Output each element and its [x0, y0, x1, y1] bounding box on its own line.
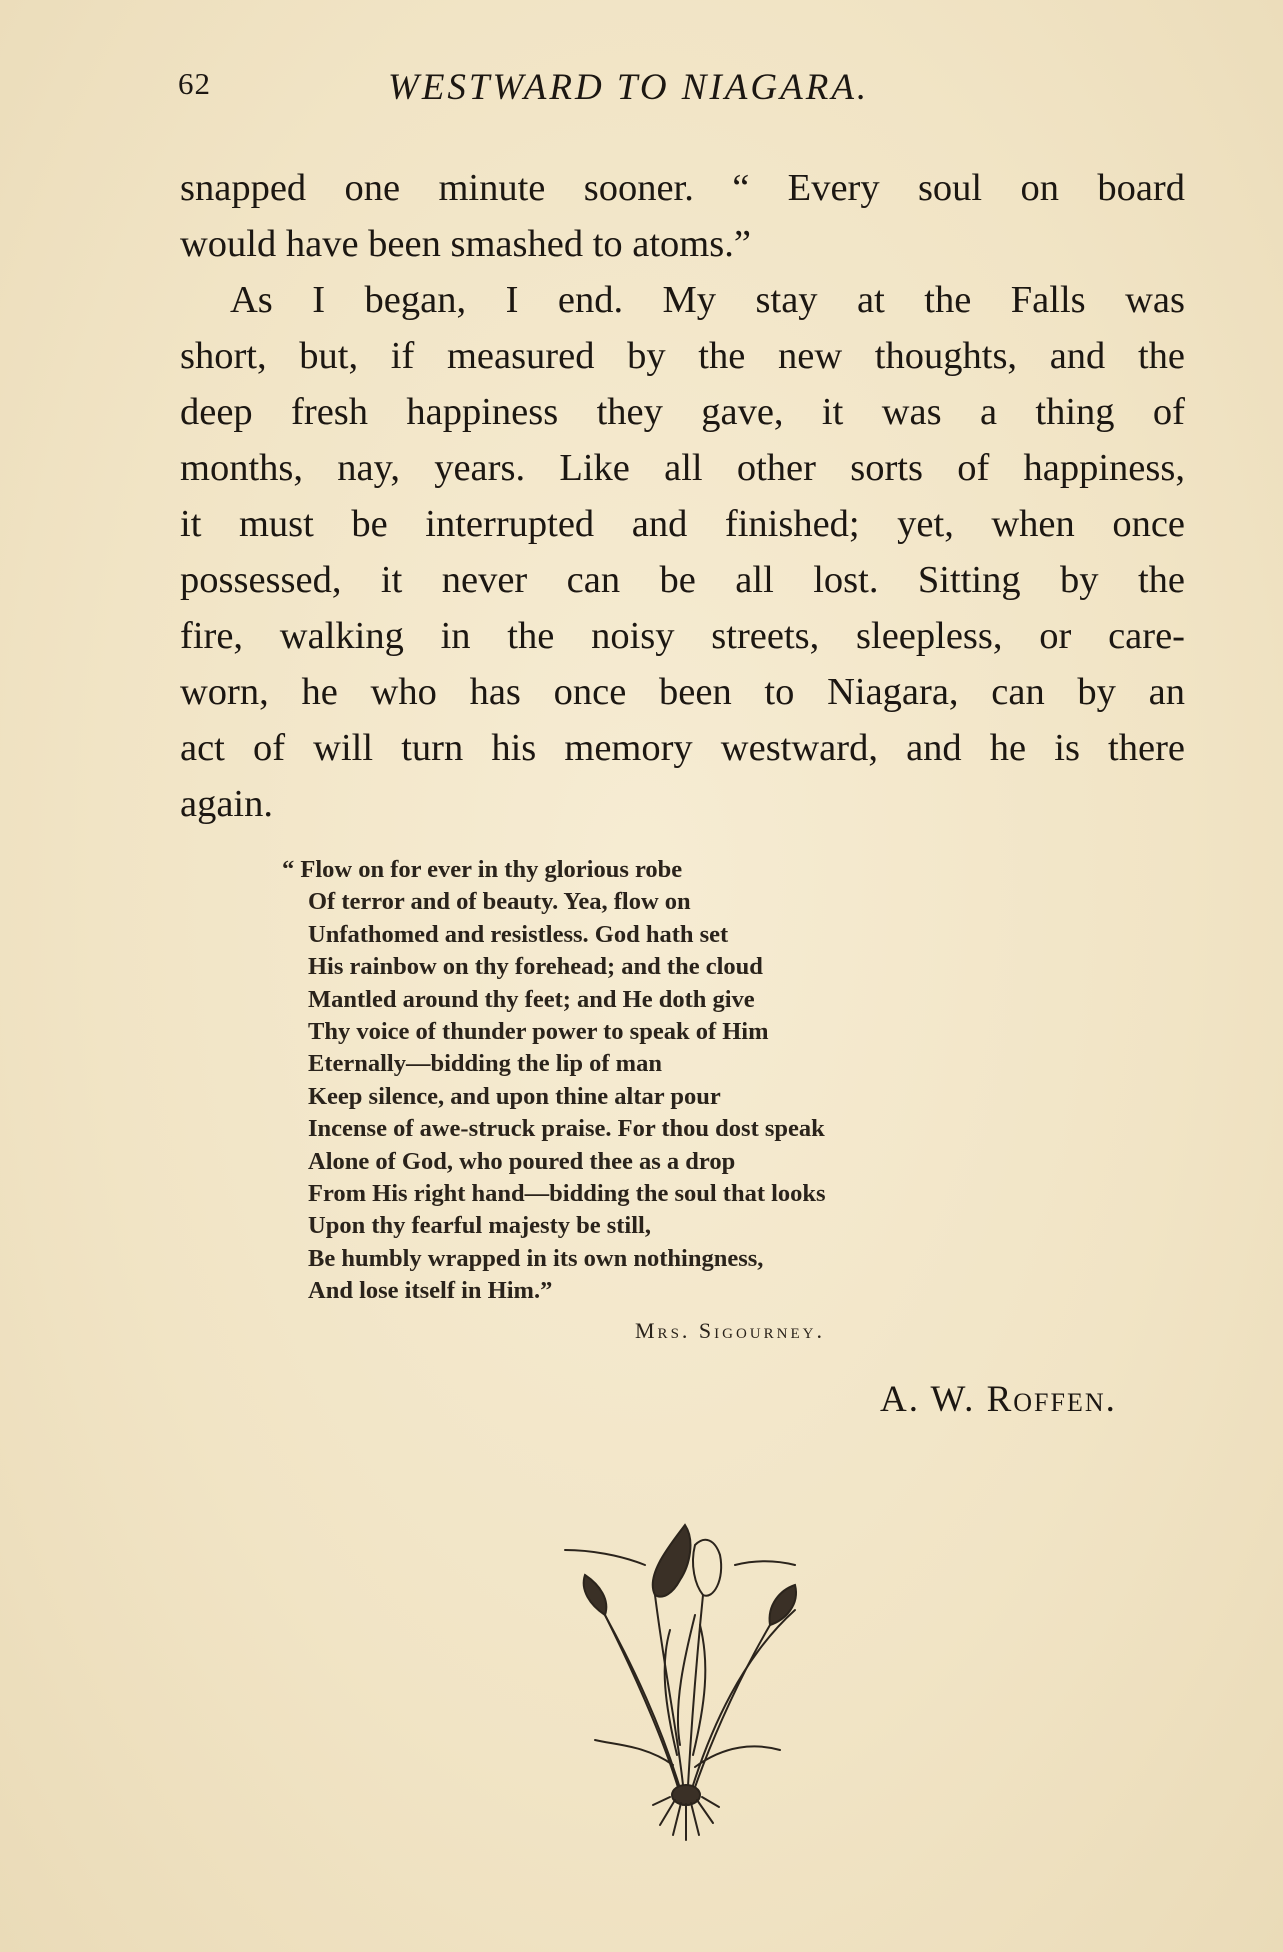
body-line: deep fresh happiness they gave, it was a thing of — [180, 391, 1185, 433]
page-number: 62 — [178, 66, 211, 101]
poem-line: Eternally—bidding the lip of man — [308, 1050, 662, 1078]
body-line: act of will turn his memory westward, and he is there — [180, 727, 1185, 769]
poem-line: Upon thy fearful majesty be still, — [308, 1212, 651, 1240]
body-line: snapped one minute sooner. “ Every soul on board — [180, 167, 1185, 209]
poem-line: Of terror and of beauty. Yea, flow on — [308, 888, 691, 916]
body-line: it must be interrupted and finished; yet, when once — [180, 503, 1185, 545]
poem-quotation — [282, 854, 1082, 1307]
poem-line: Incense of awe-struck praise. For thou dost speak — [308, 1115, 825, 1143]
page-header — [178, 66, 1188, 116]
poem-line: Unfathomed and resistless. God hath set — [308, 920, 729, 948]
poem-line: And lose itself in Him.” — [308, 1277, 553, 1305]
body-line: possessed, it never can be all lost. Sitting by the — [180, 559, 1185, 601]
snowdrop-flower-icon — [545, 1505, 825, 1845]
poem-line: Alone of God, who poured thee as a drop — [308, 1147, 736, 1175]
poem-line: Keep silence, and upon thine altar pour — [308, 1082, 721, 1110]
body-text — [180, 160, 1185, 832]
poem-line: “ Flow on for ever in thy glorious robe — [282, 856, 683, 883]
poem-attribution: Mrs. Sigourney. — [635, 1318, 825, 1343]
body-line: would have been smashed to atoms.” — [180, 223, 751, 265]
poem-line: From His right hand—bidding the soul that looks — [308, 1179, 826, 1207]
body-line: As I began, I end. My stay at the Falls was — [230, 279, 1185, 321]
poem-line: His rainbow on thy forehead; and the cloud — [308, 953, 763, 981]
body-line: months, nay, years. Like all other sorts of happiness, — [180, 447, 1185, 489]
author-signature: A. W. Roffen. — [880, 1379, 1117, 1420]
poem-line: Mantled around thy feet; and He doth give — [308, 985, 755, 1013]
poem-line: Be humbly wrapped in its own nothingness, — [308, 1244, 764, 1272]
body-line: worn, he who has once been to Niagara, can by an — [180, 671, 1185, 713]
running-head: WESTWARD TO NIAGARA. — [388, 67, 870, 108]
body-line: short, but, if measured by the new thoughts, and the — [180, 335, 1185, 377]
poem-line: Thy voice of thunder power to speak of Him — [308, 1017, 769, 1045]
body-line: fire, walking in the noisy streets, sleepless, or care- — [180, 615, 1185, 657]
body-line: again. — [180, 783, 273, 825]
